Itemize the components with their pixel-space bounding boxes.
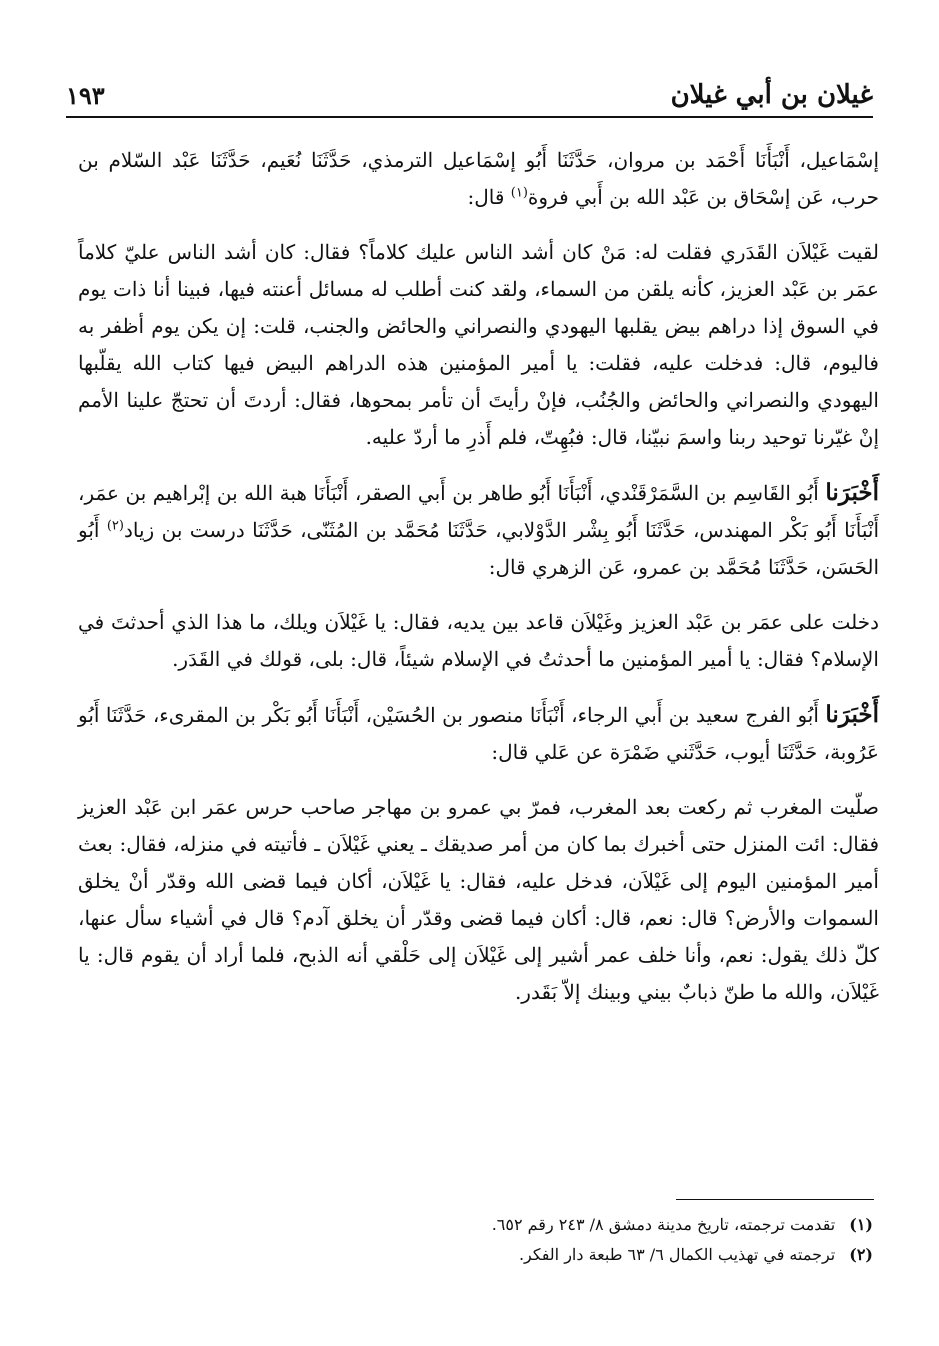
footnote-2 bbox=[78, 1240, 873, 1270]
paragraph-text: صلّيت المغرب ثم ركعت بعد المغرب، فمرّ بي عمرو بن مهاجر صاحب حرس عمَر ابن عَبْد العزيز فقال: ائت المنزل حتى أخبرك بما كان من أمر صديقك ـ يعني غَيْلاَن ـ فأتيته في منزله، فقال: بعث أمير المؤمنين اليوم إلى غَيْلاَن، فدخل عليه، فقال: يا غَيْلاَن، أكان فيما قضى الله وقدّر أنْ يخلق السموات والأرض؟ قال: نعم، قال: أكان فيما قضى وقدّر أن يخلق آدم؟ قال في أشياء سأل عنها، كلّ ذلك يقول: نعم، وأنا خلف عمر أشير إلى غَيْلاَن إلى حَلْقي أنه الذبح، فلما أراد أن يقوم قال: يا غَيْلاَن، والله ما طنّ ذبابٌ بيني وبينك إلاّ بَقَدر. bbox=[78, 795, 879, 1004]
running-head-title: غيلان بن أبي غيلان bbox=[670, 80, 873, 110]
paragraph-text: أَبُو الفرج سعيد بن أَبي الرجاء، أَنْبَأَنَا منصور بن الحُسَيْن، أَنْبَأَنَا أَبُو بَكْر بن المقرىء، حَدَّثَنَا أَبُو عَرُوبة، حَدَّثَنَا أيوب، حَدَّثَني ضَمْرَة عن عَلي قال: bbox=[78, 703, 879, 764]
page-number: ١٩٣ bbox=[66, 81, 105, 110]
footnote-text: ترجمته في تهذيب الكمال ٦/ ٦٣ طبعة دار الفكر. bbox=[518, 1245, 836, 1264]
paragraph-text: دخلت على عمَر بن عَبْد العزيز وغَيْلاَن قاعد بين يديه، فقال: يا غَيْلاَن ويلك، ما هذا الذي أحدثتَ في الإسلام؟ فقال: يا أمير المؤمنين ما أحدثتُ في الإسلام شيئاً، قال: بلى، قولك في القَدَر. bbox=[78, 610, 879, 671]
paragraph-lead-word: أَخْبَرَنا bbox=[825, 701, 879, 728]
paragraph-isnad-3 bbox=[78, 696, 879, 771]
header-rule bbox=[66, 116, 873, 118]
paragraph-narration-1 bbox=[78, 234, 879, 456]
paragraph-lead-word: أَخْبَرَنا bbox=[825, 479, 880, 506]
paragraph-narration-2 bbox=[78, 604, 879, 678]
paragraph-text: أَبُو القَاسِم بن السَّمَرْقَنْدي، أَنْبَأَنَا أَبُو طاهر بن أَبي الصقر، أَنْبَأَنَا هبة الله بن إبْراهيم بن عمَر، أَنْبَأَنَا أَبُو بَكْر المهندس، حَدَّثَنَا أَبُو بِشْر الدَّوْلابي، حَدَّثَنَا مُحَمَّد بن المُثَنّى، حَدَّثَنَا درست بن زياد bbox=[78, 481, 879, 542]
paragraph-tail: قال: bbox=[467, 185, 511, 209]
running-head bbox=[66, 66, 873, 110]
footnote-1 bbox=[78, 1210, 873, 1240]
paragraph-isnad-1 bbox=[78, 142, 879, 216]
footnote-text: تقدمت ترجمته، تاريخ مدينة دمشق ٨/ ٢٤٣ رقم ٦٥٢. bbox=[491, 1215, 836, 1234]
paragraph-text: إسْمَاعيل، أَنْبَأَنَا أَحْمَد بن مروان، حَدَّثَنَا أَبُو إسْمَاعيل الترمذي، حَدَّثَنَا نُعَيم، حَدَّثَنَا عَبْد السّلام بن حرب، عَن إسْحَاق بن عَبْد الله بن أَبي فروة bbox=[78, 148, 879, 209]
footnote-ref-1: (١) bbox=[510, 185, 528, 201]
footnote-ref-2: (٢) bbox=[106, 518, 124, 534]
paragraph-narration-3 bbox=[78, 789, 879, 1011]
footnotes bbox=[78, 1210, 873, 1270]
footnote-number: (٢) bbox=[849, 1245, 873, 1264]
body-text bbox=[78, 142, 879, 1029]
footnote-number: (١) bbox=[849, 1215, 873, 1234]
paragraph-text: لقيت غَيْلاَن القَدَري فقلت له: مَنْ كان أشد الناس عليك كلاماً؟ فقال: كان أشد الناس عليّ كلاماً عمَر بن عَبْد العزيز، كأنه يلقن من السماء، ولقد كنت أطلب له مسائل أعنته فيها، فبينا أنا ذات يوم في السوق إذا دراهم بيض يقلبها اليهودي والنصراني والحائض والجنب، قلت: إن يكن يوم أظفر به فاليوم، قال: فدخلت عليه، فقلت: يا أمير المؤمنين هذه الدراهم البيض فيها كتاب الله يقلّبها اليهودي والنصراني والحائض والجُنُب، فإنْ رأيتَ أن تأمر بمحوها، فقال: أردتَ أن تحتجّ علينا الأمم إنْ غيّرنا توحيد ربنا واسمَ نبيّنا، قال: فبُهِتّ، فلم أَذرِ ما أردّ عليه. bbox=[78, 240, 879, 449]
paragraph-tail: أَبُو الحَسَن، حَدَّثَنَا مُحَمَّد بن عمرو، عَن الزهري قال: bbox=[78, 518, 879, 579]
footnote-rule bbox=[676, 1199, 874, 1200]
paragraph-isnad-2 bbox=[78, 474, 879, 586]
